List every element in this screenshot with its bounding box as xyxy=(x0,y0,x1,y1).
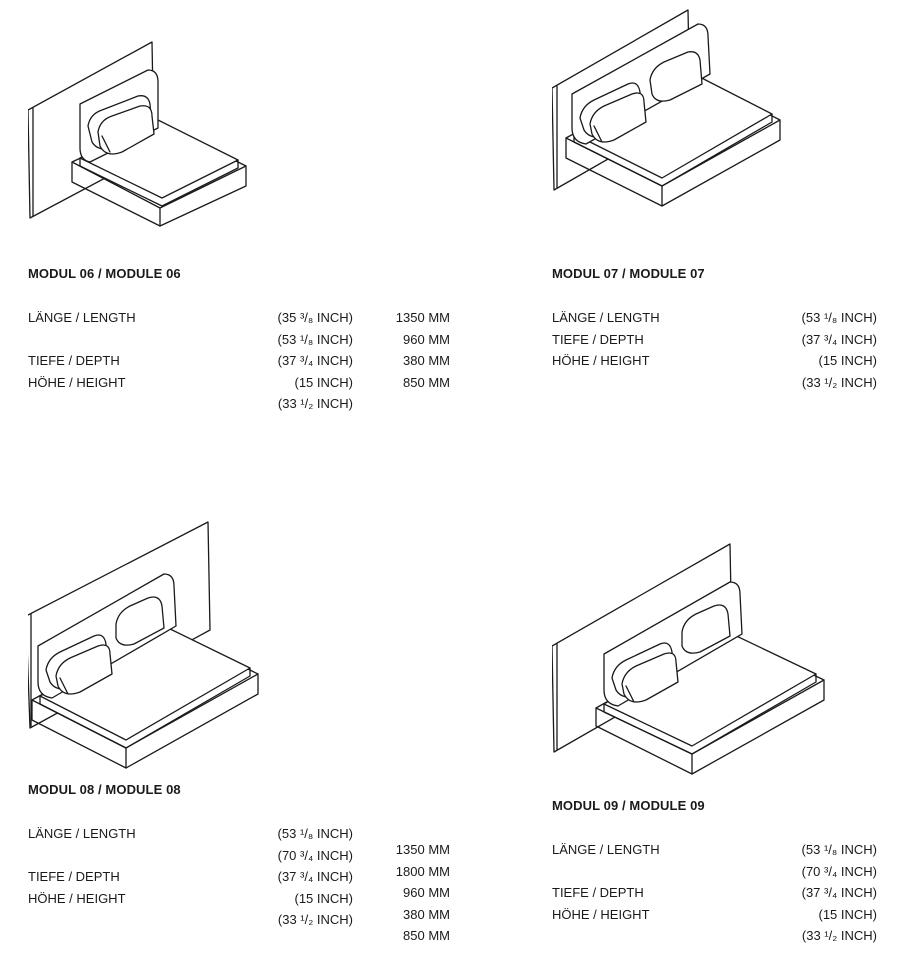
module-09-title: MODUL 09 / MODULE 09 xyxy=(552,798,705,813)
spec-mm-value: 850 MM xyxy=(403,374,450,390)
spec-inch-value: (15 INCH) xyxy=(818,353,877,368)
spec-inch-value: (15 INCH) xyxy=(294,890,353,906)
module-07-card xyxy=(395,8,892,428)
spec-inch-value: (53 ¹/₈ INCH) xyxy=(277,331,353,347)
spec-inch-value: (37 ³/₄ INCH) xyxy=(801,331,877,347)
module-08-illustration xyxy=(28,520,268,780)
module-06-illustration xyxy=(28,40,258,230)
spec-mm-value: 380 MM xyxy=(403,353,450,368)
spec-mm-value: 1350 MM xyxy=(395,310,450,325)
spec-mm-value: 960 MM xyxy=(403,331,450,347)
spec-label: HÖHE / HEIGHT xyxy=(552,353,650,368)
spec-inch-value: (53 ¹/₈ INCH) xyxy=(801,842,877,857)
module-09-card xyxy=(395,540,892,960)
spec-mm-value: 1800 MM xyxy=(395,863,450,879)
module-08-card xyxy=(28,520,368,940)
spec-label: HÖHE / HEIGHT xyxy=(28,890,126,906)
spec-inch-value: (37 ³/₄ INCH) xyxy=(801,885,877,900)
spec-inch-value: (70 ³/₄ INCH) xyxy=(801,863,877,879)
spec-label: LÄNGE / LENGTH xyxy=(28,826,136,841)
spec-label: TIEFE / DEPTH xyxy=(28,353,120,368)
module-07-illustration xyxy=(552,8,792,208)
spec-inch-value: (33 ¹/₂ INCH) xyxy=(277,396,353,411)
spec-inch-value: (33 ¹/₂ INCH) xyxy=(801,374,877,390)
spec-inch-value: (70 ³/₄ INCH) xyxy=(277,847,353,863)
spec-mm-value: 1350 MM xyxy=(395,842,450,857)
module-07-title: MODUL 07 / MODULE 07 xyxy=(552,266,705,281)
spec-inch-value: (15 INCH) xyxy=(818,906,877,922)
spec-label: HÖHE / HEIGHT xyxy=(552,906,650,922)
spec-label: TIEFE / DEPTH xyxy=(552,331,644,347)
spec-mm-value: 850 MM xyxy=(403,928,450,943)
spec-label: LÄNGE / LENGTH xyxy=(28,310,136,325)
spec-inch-value: (33 ¹/₂ INCH) xyxy=(277,912,353,927)
spec-label: LÄNGE / LENGTH xyxy=(552,310,660,325)
spec-inch-value: (35 ³/₈ INCH) xyxy=(277,310,353,325)
spec-label: HÖHE / HEIGHT xyxy=(28,374,126,390)
module-06-title: MODUL 06 / MODULE 06 xyxy=(28,266,181,281)
spec-label: LÄNGE / LENGTH xyxy=(552,842,660,857)
spec-inch-value: (37 ³/₄ INCH) xyxy=(277,353,353,368)
spec-mm-value: 960 MM xyxy=(403,885,450,900)
spec-inch-value: (53 ¹/₈ INCH) xyxy=(801,310,877,325)
spec-label: TIEFE / DEPTH xyxy=(552,885,644,900)
spec-inch-value: (37 ³/₄ INCH) xyxy=(277,869,353,884)
module-09-illustration xyxy=(552,540,832,780)
module-08-title: MODUL 08 / MODULE 08 xyxy=(28,782,181,797)
module-06-card xyxy=(28,40,368,460)
spec-inch-value: (53 ¹/₈ INCH) xyxy=(277,826,353,841)
spec-inch-value: (15 INCH) xyxy=(294,374,353,390)
spec-mm-value: 380 MM xyxy=(403,906,450,922)
spec-inch-value: (33 ¹/₂ INCH) xyxy=(801,928,877,943)
spec-label: TIEFE / DEPTH xyxy=(28,869,120,884)
